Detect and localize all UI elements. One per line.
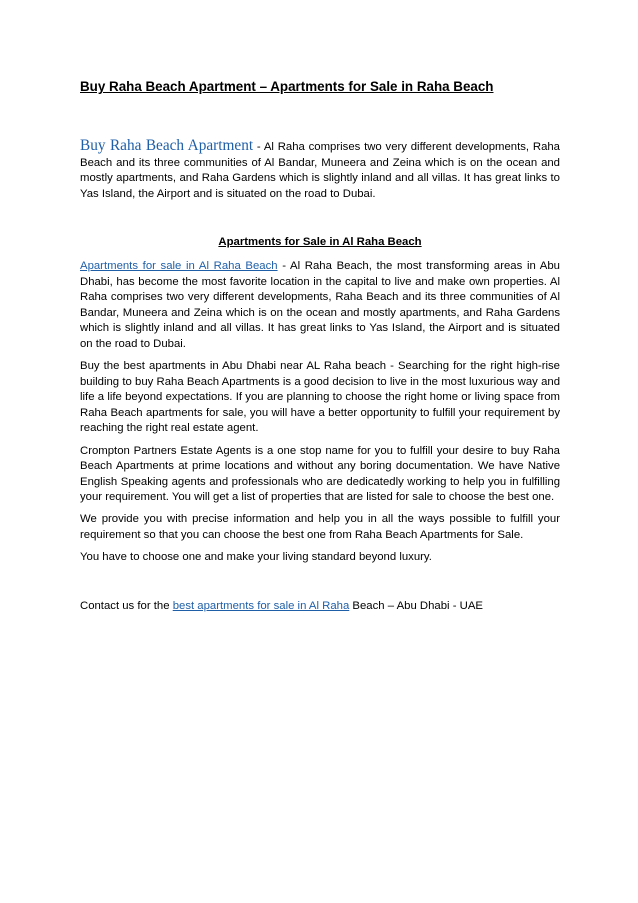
paragraph-living-standard: You have to choose one and make your living standard beyond luxury. [80, 551, 432, 564]
contact-suffix: Beach – Abu Dhabi - UAE [349, 600, 483, 612]
paragraph-buy-best-apartments: Buy the best apartments in Abu Dhabi near AL Raha beach - Searching for the right high-rise building to buy Raha Beach Apartments is a good decision to live in the most luxurious way and life a life beyond expectations. If you are planning to choose the right home or living space from Raha Beach apartments for sale, you will have a better opportunity to fulfill your requirement by reaching the right real estate agent. [80, 360, 560, 435]
intro-paragraph [80, 138, 560, 202]
intro-text: - Al Raha comprises two very different developments, Raha Beach and its three communities of Al Bandar, Muneera and Zeina which is on the ocean and mostly apartments, and Raha Gardens which is slightly inland and all villas. It has great links to Yas Island, the Airport and is situated on the road to Dubai. [80, 141, 560, 200]
contact-prefix: Contact us for the [80, 600, 173, 612]
paragraph-al-raha-beach [80, 259, 560, 353]
contact-line [80, 599, 560, 615]
document-title: Buy Raha Beach Apartment – Apartments for Sale in Raha Beach [80, 79, 494, 94]
apartments-for-sale-link[interactable]: Apartments for sale in Al Raha Beach [80, 260, 278, 272]
paragraph-1-text: - Al Raha Beach, the most transforming areas in Abu Dhabi, has become the most favorite location in the capital to live and make own properties. Al Raha comprises two very different developments, Raha Beach and its three communities of Al Bandar, Muneera and Zeina which is on the ocean and mostly apartments, and Raha Gardens which is slightly inland and all villas. It has great links to Yas Island, the Airport and is situated on the road to Dubai. [80, 260, 560, 350]
body-content [80, 259, 560, 572]
paragraph-precise-information: We provide you with precise information and help you in all the ways possible to fulfill your requirement so that you can choose the best one from Raha Beach Apartments for Sale. [80, 513, 560, 541]
best-apartments-link[interactable]: best apartments for sale in Al Raha [172, 600, 350, 612]
paragraph-crompton-partners: Crompton Partners Estate Agents is a one stop name for you to fulfill your desire to buy Raha Beach Apartments at prime locations and without any boring documentation. We have Native English Speaking agents and professionals who are dedicatedly working to help you in fulfilling your requirement. You will get a list of properties that are listed for sale to choose the best one. [80, 444, 560, 504]
buy-raha-beach-apartment-link[interactable]: Buy Raha Beach Apartment [80, 137, 254, 154]
section-heading: Apartments for Sale in Al Raha Beach [218, 236, 422, 248]
